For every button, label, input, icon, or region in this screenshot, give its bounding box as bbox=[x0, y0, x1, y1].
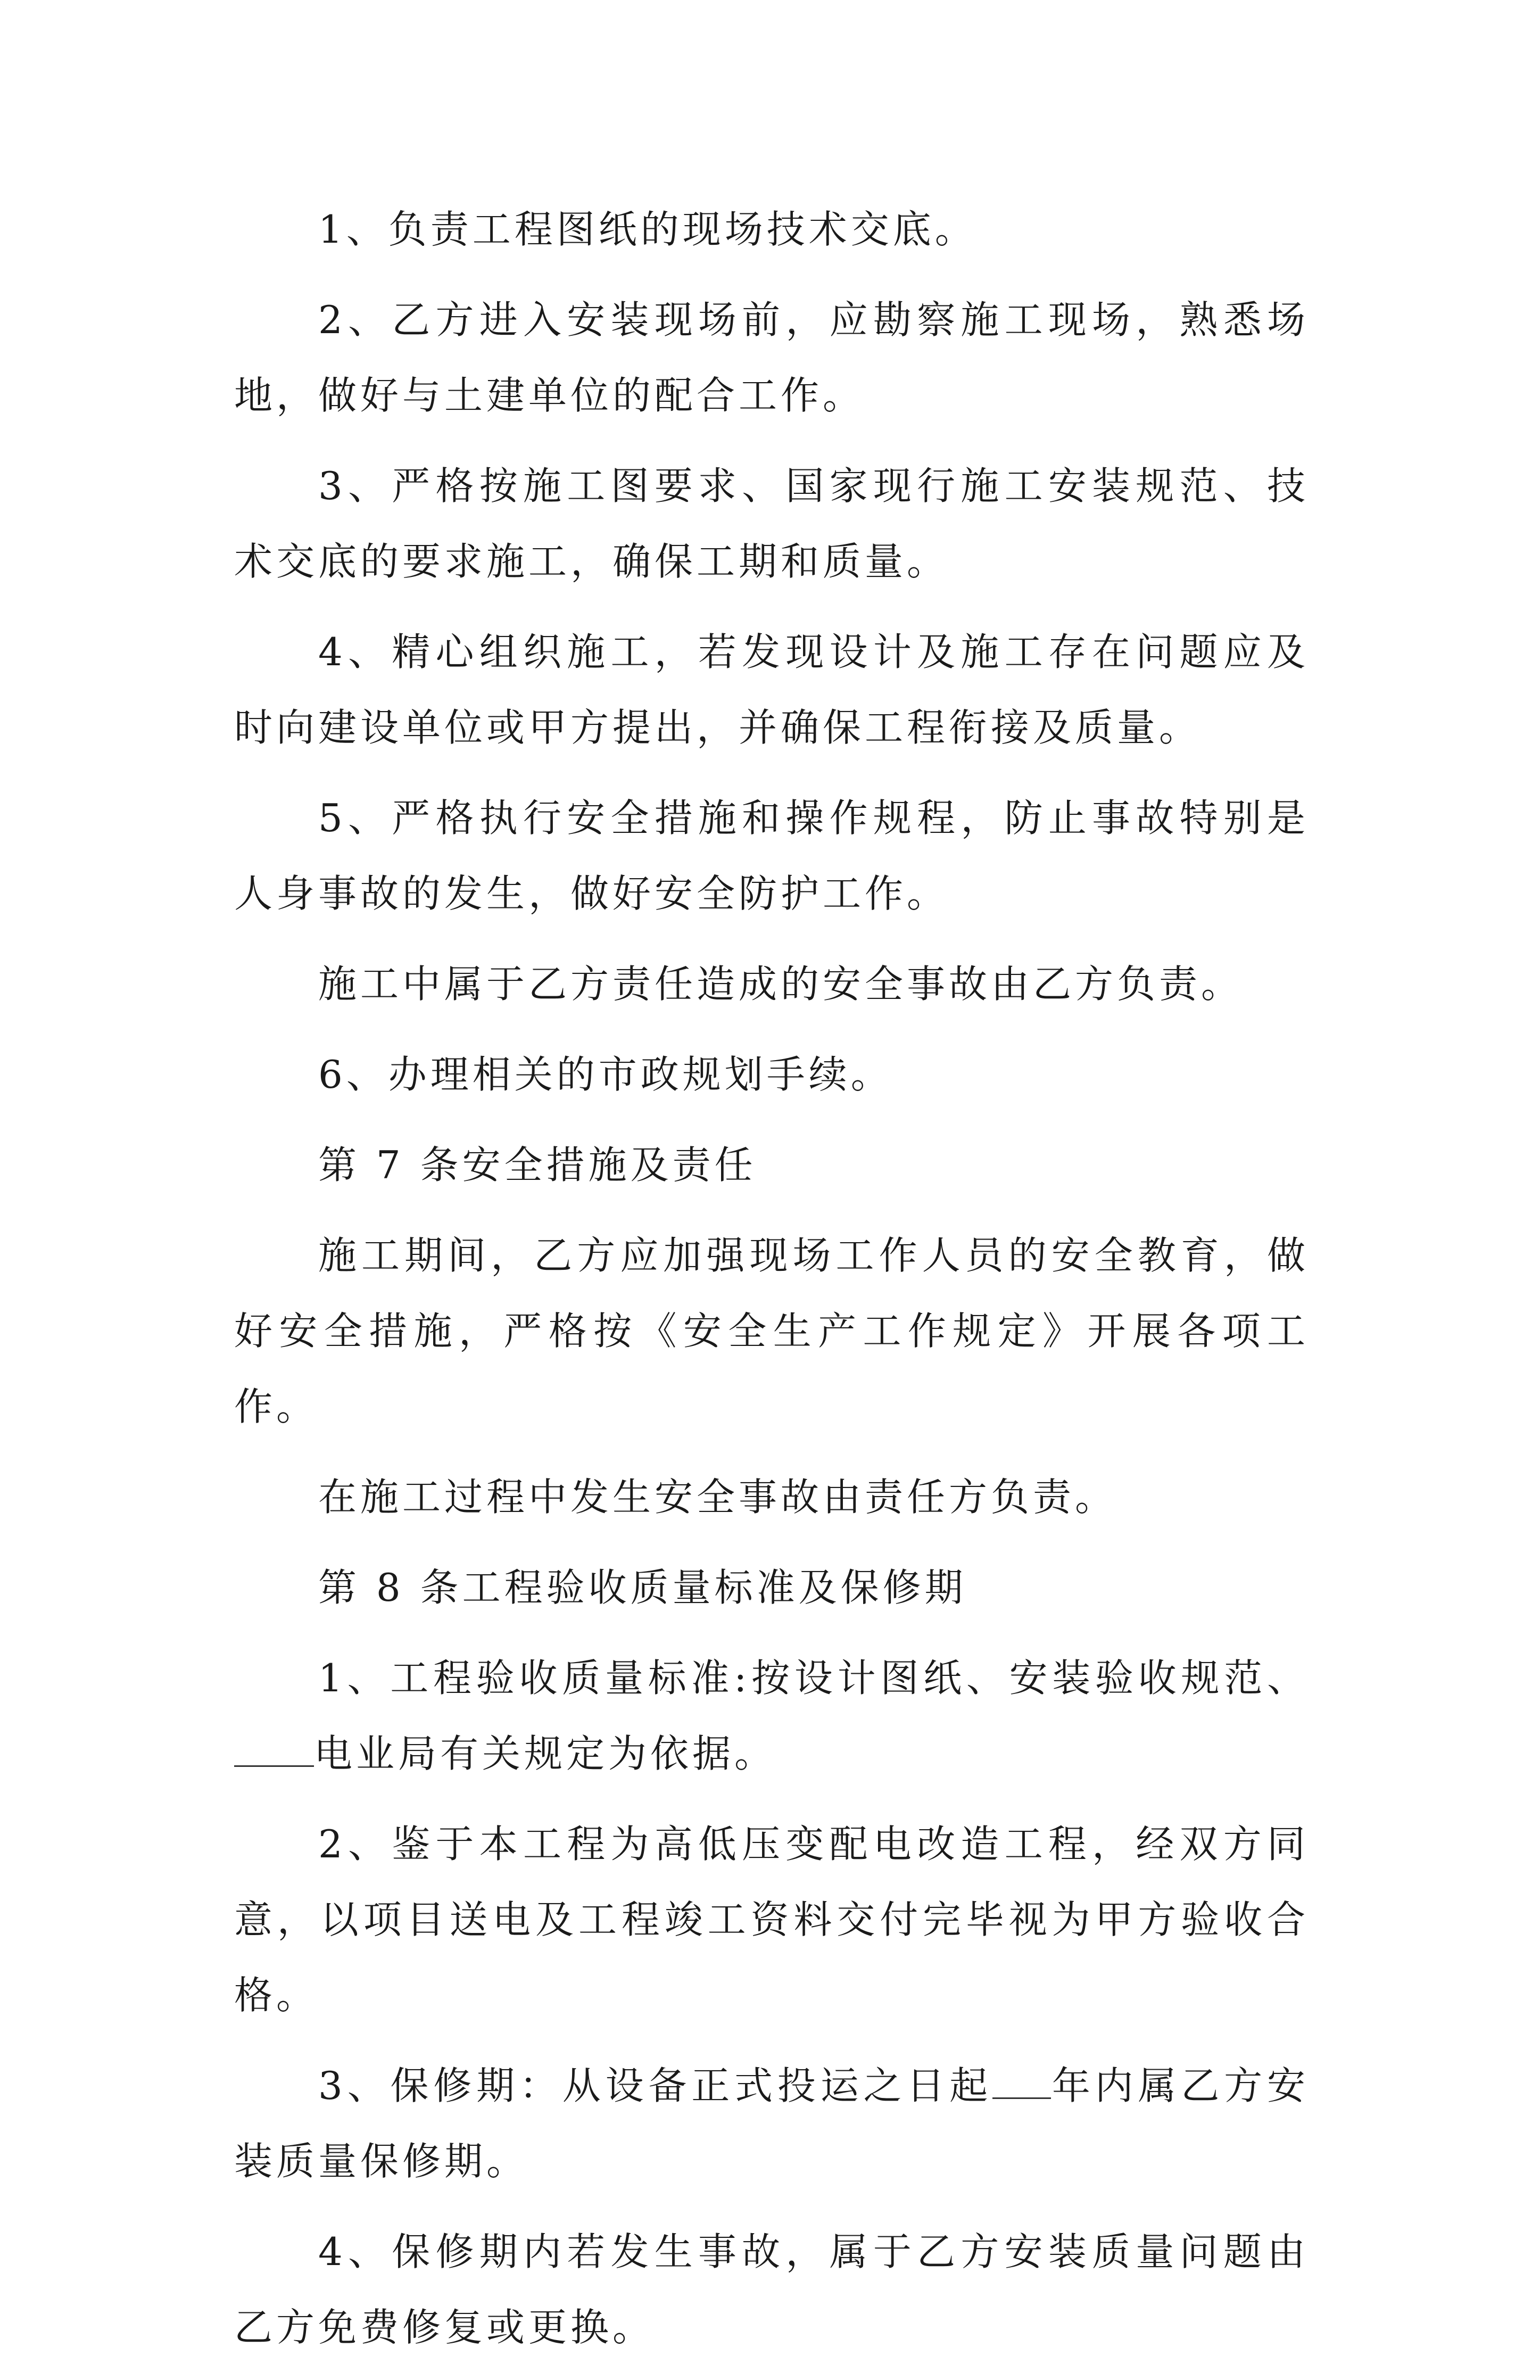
warranty-text: 3、保修期：从设备正式投运之日起 bbox=[318, 2063, 993, 2108]
paragraph-clause-6: 6、办理相关的市政规划手续。 bbox=[318, 1052, 893, 1097]
paragraph-acceptance-condition: 2、鉴于本工程为高低压变配电改造工程，经双方同意，以项目送电及工程竣工资料交付完毕视为甲方验收合格。 bbox=[234, 1822, 1309, 2018]
paragraph-warranty-period bbox=[234, 2048, 1309, 2199]
section-heading-article-7: 第 7 条安全措施及责任 bbox=[318, 1143, 757, 1187]
blank-line bbox=[234, 1727, 314, 1767]
document-body bbox=[234, 192, 1309, 2380]
paragraph-clause-2: 2、乙方进入安装现场前，应勘察施工现场，熟悉场地，做好与土建单位的配合工作。 bbox=[234, 298, 1309, 418]
paragraph-acceptance-standard bbox=[234, 1640, 1309, 1791]
paragraph-clause-4: 4、精心组织施工，若发现设计及施工存在问题应及时向建设单位或甲方提出，并确保工程衔接及质量。 bbox=[234, 630, 1309, 750]
section-heading-article-8: 第 8 条工程验收质量标准及保修期 bbox=[318, 1565, 967, 1610]
paragraph-safety-liability: 施工中属于乙方责任造成的安全事故由乙方负责。 bbox=[318, 962, 1244, 1006]
acceptance-standard-text-end: 电业局有关规定为依据。 bbox=[314, 1731, 777, 1776]
paragraph-warranty-repair: 4、保修期内若发生事故，属于乙方安装质量问题由乙方免费修复或更换。 bbox=[234, 2229, 1309, 2350]
paragraph-clause-3: 3、严格按施工图要求、国家现行施工安装规范、技术交底的要求施工，确保工期和质量。 bbox=[234, 464, 1309, 584]
blank-line bbox=[992, 2059, 1051, 2099]
paragraph-clause-5: 5、严格执行安全措施和操作规程，防止事故特别是人身事故的发生，做好安全防护工作。 bbox=[234, 796, 1309, 916]
paragraph-safety-measures: 施工期间，乙方应加强现场工作人员的安全教育，做好安全措施，严格按《安全生产工作规定》开展各项工作。 bbox=[234, 1233, 1309, 1429]
acceptance-standard-text: 1、工程验收质量标准:按设计图纸、安装验收规范、 bbox=[318, 1656, 1309, 1700]
paragraph-accident-responsibility: 在施工过程中发生安全事故由责任方负责。 bbox=[318, 1475, 1117, 1519]
paragraph-clause-1: 1、负责工程图纸的现场技术交底。 bbox=[318, 207, 977, 252]
warranty-text-end: 年内属乙方安装质量保修期。 bbox=[234, 2063, 1309, 2184]
